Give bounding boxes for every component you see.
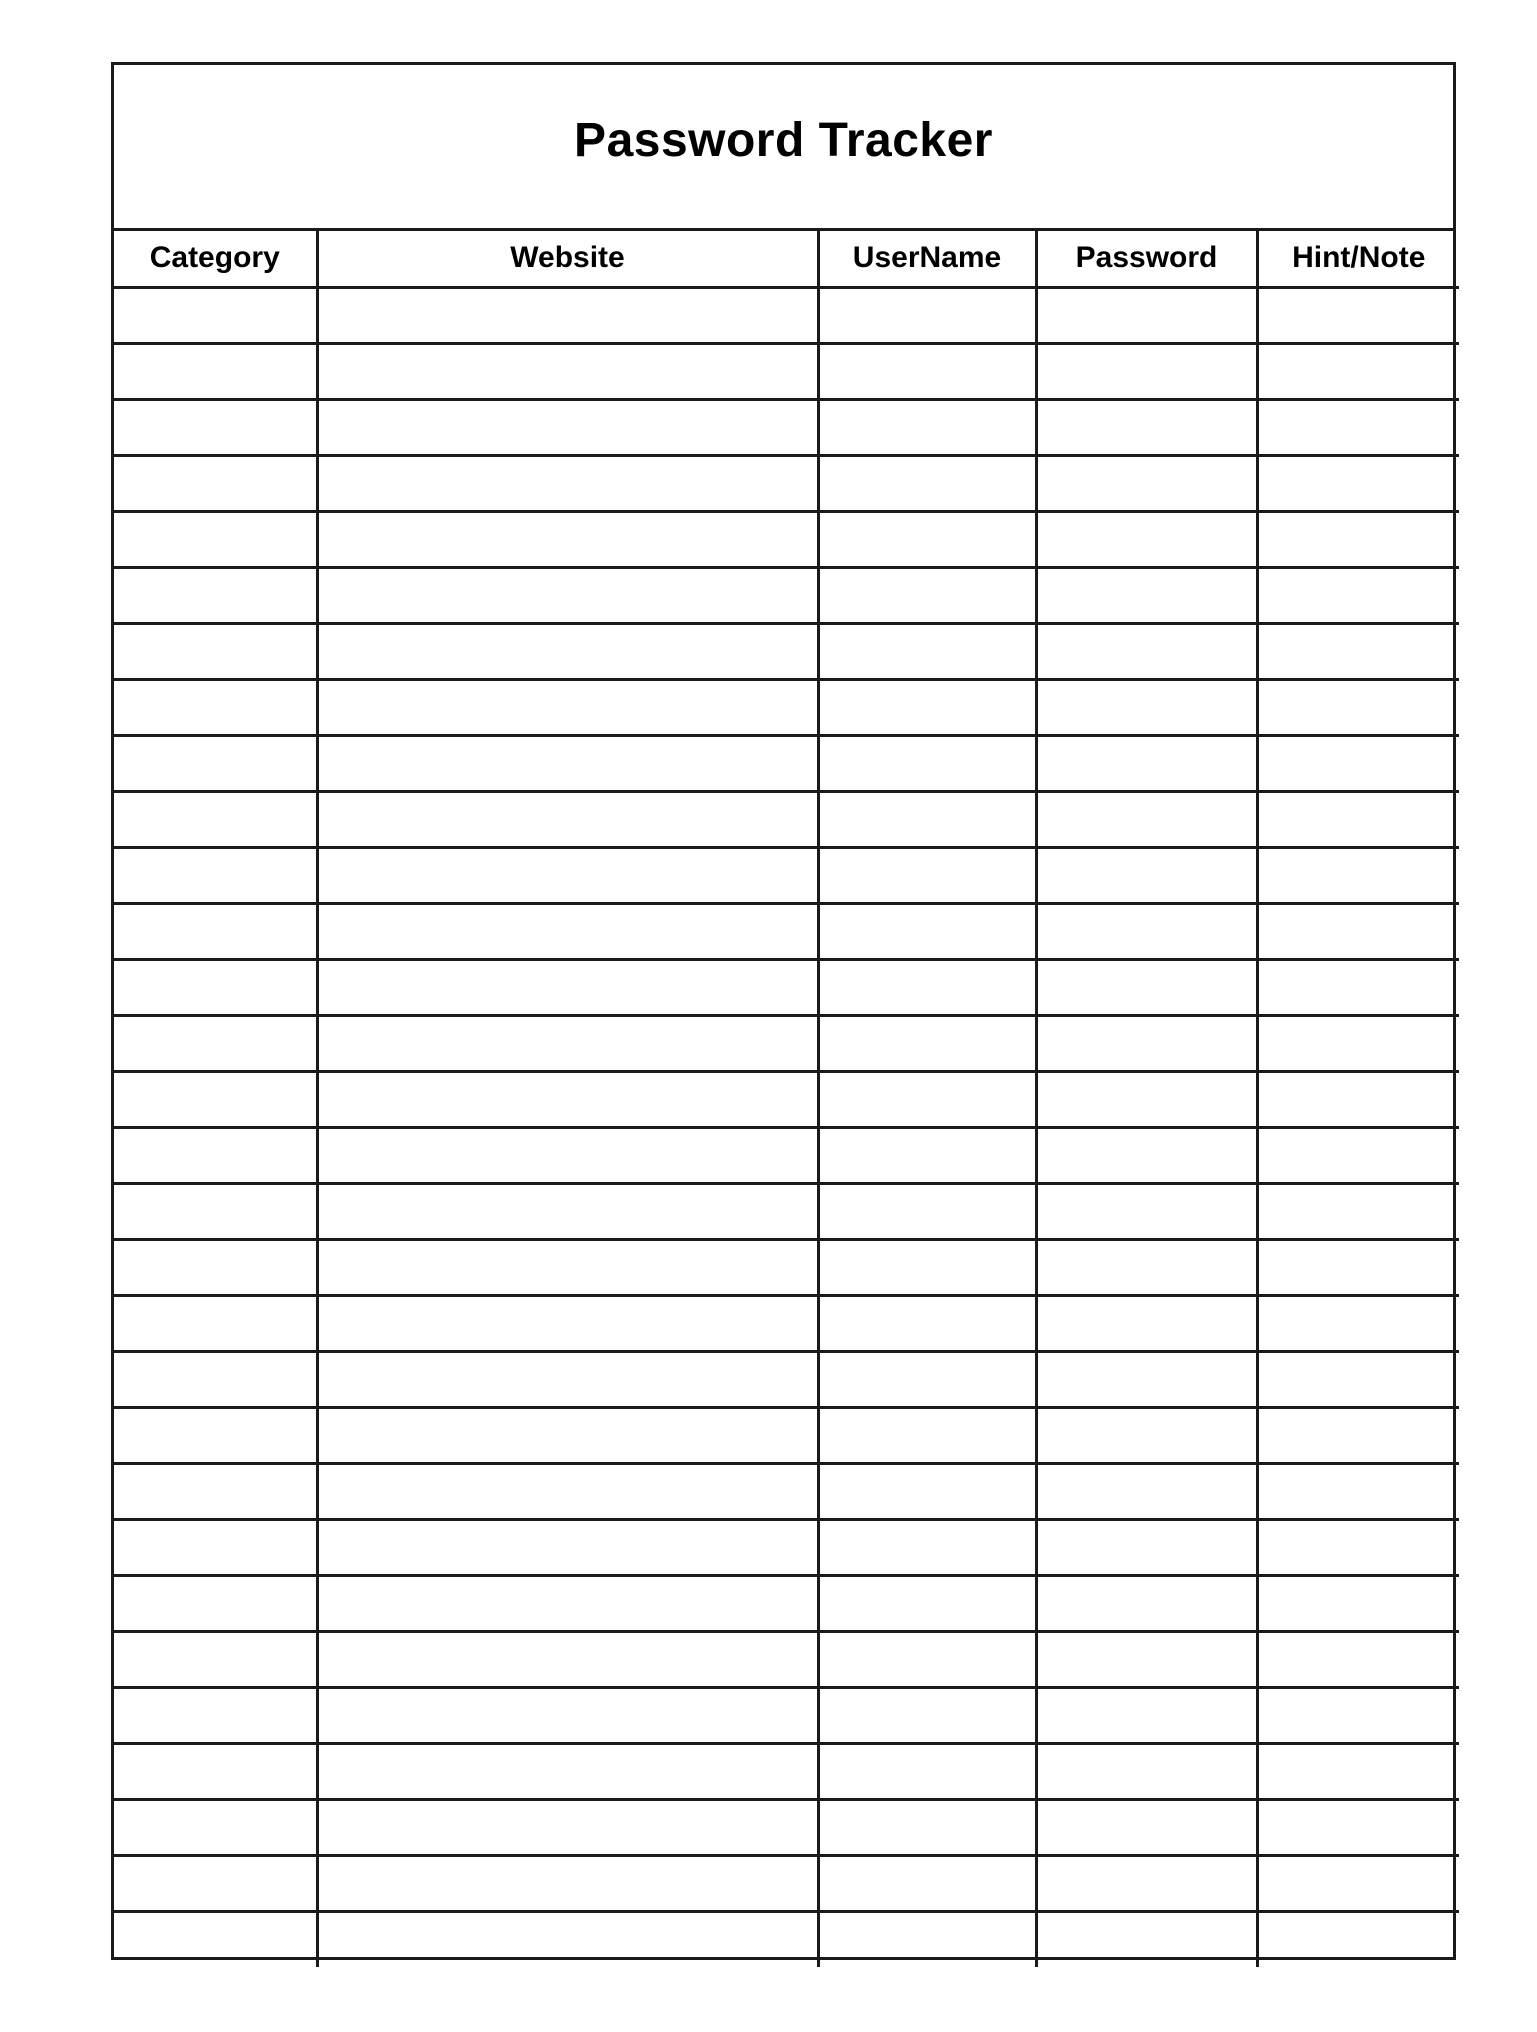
cell-category[interactable] — [114, 1743, 317, 1799]
cell-username[interactable] — [818, 959, 1036, 1015]
cell-hint-note[interactable] — [1257, 847, 1459, 903]
column-header-category: Category — [114, 231, 317, 287]
cell-website[interactable] — [317, 455, 818, 511]
cell-hint-note[interactable] — [1257, 903, 1459, 959]
cell-username[interactable] — [818, 903, 1036, 959]
cell-password[interactable] — [1036, 959, 1257, 1015]
cell-username[interactable] — [818, 511, 1036, 567]
cell-username[interactable] — [818, 287, 1036, 343]
cell-website[interactable] — [317, 1407, 818, 1463]
cell-username[interactable] — [818, 1519, 1036, 1575]
cell-password[interactable] — [1036, 1183, 1257, 1239]
table-row — [114, 1687, 1459, 1743]
cell-website[interactable] — [317, 1855, 818, 1911]
cell-password[interactable] — [1036, 1799, 1257, 1855]
cell-username[interactable] — [818, 847, 1036, 903]
cell-username[interactable] — [818, 1183, 1036, 1239]
cell-password[interactable] — [1036, 735, 1257, 791]
cell-hint-note[interactable] — [1257, 511, 1459, 567]
table-row — [114, 1015, 1459, 1071]
cell-category[interactable] — [114, 903, 317, 959]
table-row — [114, 1911, 1459, 1967]
cell-website[interactable] — [317, 1799, 818, 1855]
table-row — [114, 1407, 1459, 1463]
cell-category[interactable] — [114, 455, 317, 511]
cell-username[interactable] — [818, 735, 1036, 791]
column-header-hint-note: Hint/Note — [1257, 231, 1459, 287]
cell-hint-note[interactable] — [1257, 1743, 1459, 1799]
cell-username[interactable] — [818, 1407, 1036, 1463]
cell-category[interactable] — [114, 1519, 317, 1575]
cell-category[interactable] — [114, 1295, 317, 1351]
cell-password[interactable] — [1036, 1911, 1257, 1967]
cell-hint-note[interactable] — [1257, 399, 1459, 455]
cell-hint-note[interactable] — [1257, 1911, 1459, 1967]
cell-website[interactable] — [317, 567, 818, 623]
cell-category[interactable] — [114, 1631, 317, 1687]
cell-category[interactable] — [114, 623, 317, 679]
cell-category[interactable] — [114, 1127, 317, 1183]
cell-category[interactable] — [114, 791, 317, 847]
cell-password[interactable] — [1036, 1127, 1257, 1183]
table-row — [114, 1631, 1459, 1687]
cell-password[interactable] — [1036, 1743, 1257, 1799]
cell-username[interactable] — [818, 1071, 1036, 1127]
cell-password[interactable] — [1036, 1351, 1257, 1407]
cell-category[interactable] — [114, 959, 317, 1015]
table-row — [114, 1183, 1459, 1239]
table-row — [114, 1295, 1459, 1351]
cell-password[interactable] — [1036, 455, 1257, 511]
cell-password[interactable] — [1036, 1687, 1257, 1743]
cell-website[interactable] — [317, 847, 818, 903]
cell-website[interactable] — [317, 511, 818, 567]
cell-password[interactable] — [1036, 511, 1257, 567]
cell-hint-note[interactable] — [1257, 735, 1459, 791]
cell-username[interactable] — [818, 1295, 1036, 1351]
cell-website[interactable] — [317, 903, 818, 959]
table-row — [114, 567, 1459, 623]
cell-password[interactable] — [1036, 1407, 1257, 1463]
cell-website[interactable] — [317, 959, 818, 1015]
cell-category[interactable] — [114, 511, 317, 567]
cell-hint-note[interactable] — [1257, 1239, 1459, 1295]
cell-username[interactable] — [818, 455, 1036, 511]
cell-username[interactable] — [818, 399, 1036, 455]
table-row — [114, 623, 1459, 679]
table-row — [114, 1799, 1459, 1855]
cell-hint-note[interactable] — [1257, 455, 1459, 511]
table-row — [114, 959, 1459, 1015]
cell-category[interactable] — [114, 1855, 317, 1911]
table-row — [114, 455, 1459, 511]
cell-category[interactable] — [114, 1911, 317, 1967]
cell-hint-note[interactable] — [1257, 1855, 1459, 1911]
table-row — [114, 679, 1459, 735]
cell-hint-note[interactable] — [1257, 287, 1459, 343]
cell-website[interactable] — [317, 1239, 818, 1295]
cell-username[interactable] — [818, 1799, 1036, 1855]
table-row — [114, 287, 1459, 343]
cell-hint-note[interactable] — [1257, 343, 1459, 399]
cell-username[interactable] — [818, 1631, 1036, 1687]
cell-hint-note[interactable] — [1257, 623, 1459, 679]
column-header-website: Website — [317, 231, 818, 287]
cell-username[interactable] — [818, 1855, 1036, 1911]
cell-username[interactable] — [818, 1575, 1036, 1631]
cell-hint-note[interactable] — [1257, 1295, 1459, 1351]
cell-hint-note[interactable] — [1257, 1799, 1459, 1855]
cell-website[interactable] — [317, 1183, 818, 1239]
cell-username[interactable] — [818, 1687, 1036, 1743]
table-row — [114, 791, 1459, 847]
cell-password[interactable] — [1036, 903, 1257, 959]
cell-website[interactable] — [317, 679, 818, 735]
cell-password[interactable] — [1036, 399, 1257, 455]
table-body — [114, 287, 1459, 1967]
cell-hint-note[interactable] — [1257, 1407, 1459, 1463]
cell-website[interactable] — [317, 1911, 818, 1967]
cell-username[interactable] — [818, 1127, 1036, 1183]
cell-hint-note[interactable] — [1257, 1351, 1459, 1407]
cell-hint-note[interactable] — [1257, 1071, 1459, 1127]
table-row — [114, 735, 1459, 791]
cell-website[interactable] — [317, 1127, 818, 1183]
cell-password[interactable] — [1036, 791, 1257, 847]
cell-hint-note[interactable] — [1257, 1127, 1459, 1183]
cell-website[interactable] — [317, 735, 818, 791]
cell-website[interactable] — [317, 1631, 818, 1687]
cell-website[interactable] — [317, 1015, 818, 1071]
cell-category[interactable] — [114, 567, 317, 623]
cell-password[interactable] — [1036, 1071, 1257, 1127]
cell-category[interactable] — [114, 1071, 317, 1127]
table-row — [114, 343, 1459, 399]
cell-username[interactable] — [818, 1351, 1036, 1407]
cell-website[interactable] — [317, 791, 818, 847]
cell-website[interactable] — [317, 1351, 818, 1407]
cell-username[interactable] — [818, 567, 1036, 623]
cell-password[interactable] — [1036, 343, 1257, 399]
cell-password[interactable] — [1036, 1631, 1257, 1687]
cell-username[interactable] — [818, 1463, 1036, 1519]
cell-username[interactable] — [818, 623, 1036, 679]
table-row — [114, 1519, 1459, 1575]
cell-hint-note[interactable] — [1257, 791, 1459, 847]
cell-password[interactable] — [1036, 1015, 1257, 1071]
cell-password[interactable] — [1036, 847, 1257, 903]
cell-username[interactable] — [818, 1911, 1036, 1967]
cell-category[interactable] — [114, 399, 317, 455]
cell-password[interactable] — [1036, 1855, 1257, 1911]
cell-category[interactable] — [114, 1351, 317, 1407]
cell-hint-note[interactable] — [1257, 1575, 1459, 1631]
cell-category[interactable] — [114, 1183, 317, 1239]
cell-category[interactable] — [114, 1799, 317, 1855]
cell-category[interactable] — [114, 343, 317, 399]
cell-category[interactable] — [114, 735, 317, 791]
cell-password[interactable] — [1036, 623, 1257, 679]
table-row — [114, 1575, 1459, 1631]
cell-password[interactable] — [1036, 1519, 1257, 1575]
cell-username[interactable] — [818, 791, 1036, 847]
cell-website[interactable] — [317, 399, 818, 455]
cell-website[interactable] — [317, 1743, 818, 1799]
cell-website[interactable] — [317, 343, 818, 399]
cell-website[interactable] — [317, 1071, 818, 1127]
cell-username[interactable] — [818, 343, 1036, 399]
cell-website[interactable] — [317, 623, 818, 679]
password-table — [114, 231, 1459, 1967]
table-row — [114, 511, 1459, 567]
cell-hint-note[interactable] — [1257, 679, 1459, 735]
cell-password[interactable] — [1036, 567, 1257, 623]
table-row — [114, 1071, 1459, 1127]
table-row — [114, 1239, 1459, 1295]
cell-hint-note[interactable] — [1257, 1631, 1459, 1687]
cell-website[interactable] — [317, 1687, 818, 1743]
column-header-password: Password — [1036, 231, 1257, 287]
page-title: Password Tracker — [574, 114, 993, 167]
cell-hint-note[interactable] — [1257, 1183, 1459, 1239]
cell-username[interactable] — [818, 1015, 1036, 1071]
cell-hint-note[interactable] — [1257, 1463, 1459, 1519]
table-row — [114, 903, 1459, 959]
title-row — [114, 65, 1453, 231]
column-header-username: UserName — [818, 231, 1036, 287]
cell-password[interactable] — [1036, 287, 1257, 343]
header-row — [114, 231, 1459, 287]
table-row — [114, 1127, 1459, 1183]
table-row — [114, 1743, 1459, 1799]
cell-username[interactable] — [818, 679, 1036, 735]
cell-website[interactable] — [317, 1575, 818, 1631]
cell-category[interactable] — [114, 287, 317, 343]
cell-website[interactable] — [317, 1519, 818, 1575]
cell-username[interactable] — [818, 1239, 1036, 1295]
cell-username[interactable] — [818, 1743, 1036, 1799]
cell-hint-note[interactable] — [1257, 1519, 1459, 1575]
table-row — [114, 1855, 1459, 1911]
cell-hint-note[interactable] — [1257, 1687, 1459, 1743]
cell-website[interactable] — [317, 287, 818, 343]
cell-category[interactable] — [114, 1463, 317, 1519]
cell-category[interactable] — [114, 1015, 317, 1071]
cell-hint-note[interactable] — [1257, 1015, 1459, 1071]
cell-category[interactable] — [114, 1239, 317, 1295]
table-row — [114, 847, 1459, 903]
cell-website[interactable] — [317, 1295, 818, 1351]
cell-category[interactable] — [114, 1687, 317, 1743]
cell-category[interactable] — [114, 1407, 317, 1463]
cell-category[interactable] — [114, 847, 317, 903]
table-row — [114, 1351, 1459, 1407]
table-row — [114, 399, 1459, 455]
cell-hint-note[interactable] — [1257, 959, 1459, 1015]
cell-password[interactable] — [1036, 1239, 1257, 1295]
table-row — [114, 1463, 1459, 1519]
cell-password[interactable] — [1036, 1463, 1257, 1519]
cell-password[interactable] — [1036, 1575, 1257, 1631]
cell-category[interactable] — [114, 679, 317, 735]
password-tracker-sheet — [111, 62, 1456, 1960]
cell-website[interactable] — [317, 1463, 818, 1519]
cell-hint-note[interactable] — [1257, 567, 1459, 623]
cell-password[interactable] — [1036, 679, 1257, 735]
cell-password[interactable] — [1036, 1295, 1257, 1351]
cell-category[interactable] — [114, 1575, 317, 1631]
